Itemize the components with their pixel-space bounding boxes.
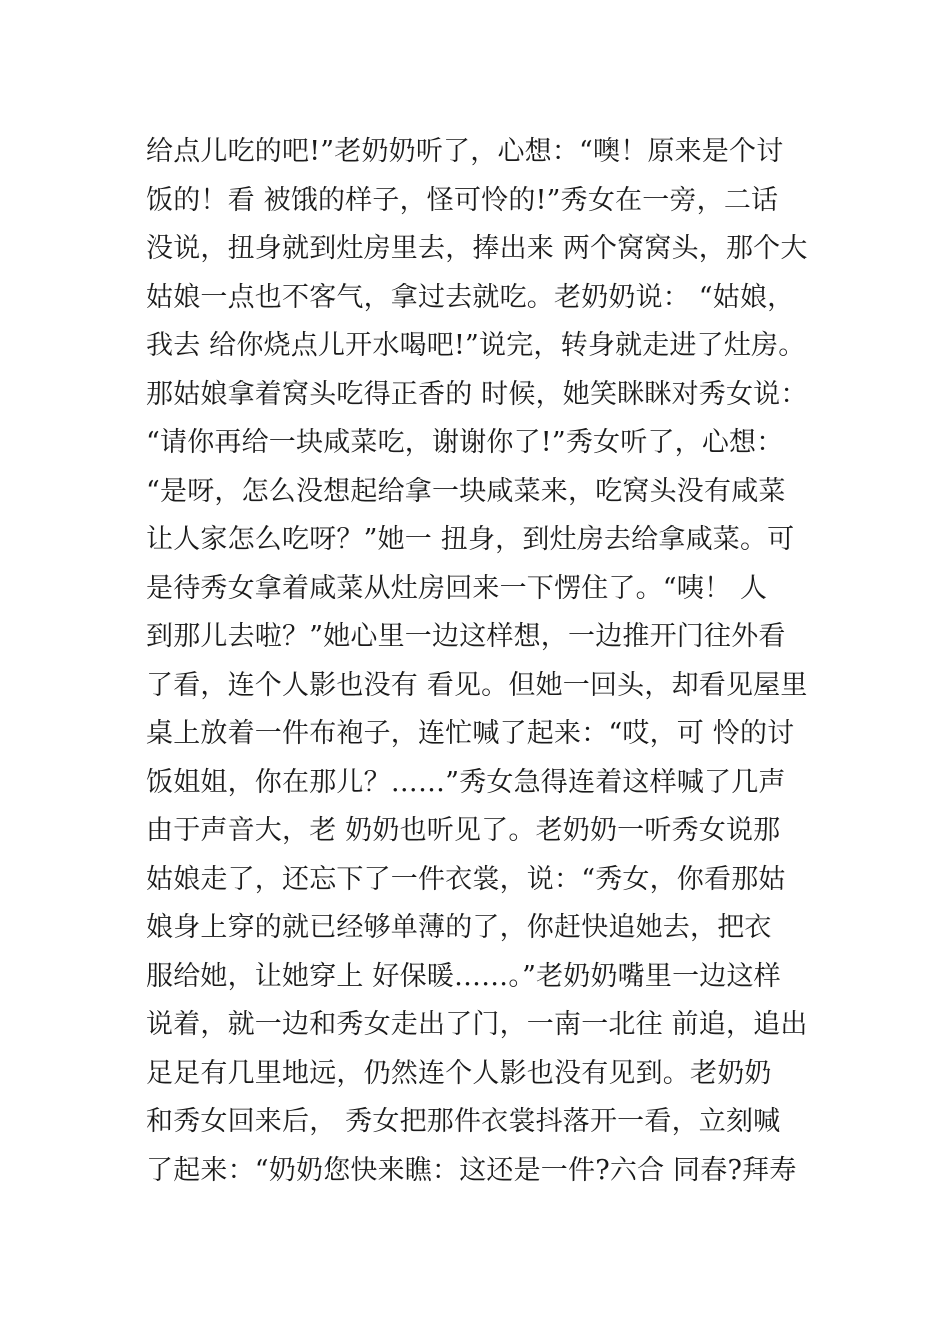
text-line: 到那儿去啦？”她心里一边这样想，一边推开门往外看 [146, 621, 786, 652]
text-line: 是待秀女拿着咸菜从灶房回来一下愣住了。“咦！ 人 [146, 572, 768, 604]
text-line: 饭姐姐，你在那儿？……”秀女急得连着这样喊了几声 [146, 766, 786, 798]
text-line: 饭的！看 被饿的样子，怪可怜的!”秀女在一旁，二话 [146, 184, 779, 216]
text-line: 姑娘走了，还忘下了一件衣裳，说：“秀女，你看那姑 [146, 863, 786, 895]
text-line: 足足有几里地远，仍然连个人影也没有见到。老奶奶 [146, 1057, 772, 1089]
text-line: 我去 给你烧点儿开水喝吧!”说完，转身就走进了灶房。 [146, 330, 806, 361]
text-line: 那姑娘拿着窝头吃得正香的 时候，她笑眯眯对秀女说： [146, 378, 808, 410]
text-line: 桌上放着一件布袍子，连忙喊了起来：“哎，可 怜的讨 [146, 718, 795, 749]
text-line: “是呀，怎么没想起给拿一块咸菜来，吃窝头没有咸菜 [146, 475, 786, 507]
text-line: “请你再给一块咸菜吃，谢谢你了!”秀女听了，心想： [146, 427, 784, 458]
text-line: 了起来：“奶奶您快来瞧：这还是一件?六合 同春?拜寿 [146, 1154, 797, 1186]
text-line: 姑娘一点也不客气，拿过去就吃。老奶奶说： “姑娘， [146, 281, 795, 313]
text-line: 和秀女回来后， 秀女把那件衣裳抖落开一看，立刻喊 [146, 1106, 781, 1137]
text-line: 说着，就一边和秀女走出了门，一南一北往 前追，追出 [146, 1009, 808, 1040]
body-text [146, 128, 826, 1195]
text-line: 没说，扭身就到灶房里去，捧出来 两个窝窝头，那个大 [146, 233, 808, 264]
text-line: 娘身上穿的就已经够单薄的了，你赶快追她去，把衣 [146, 912, 772, 943]
text-line: 给点儿吃的吧!”老奶奶听了，心想：“噢！原来是个讨 [146, 136, 784, 167]
text-line: 了看，连个人影也没有 看见。但她一回头，却看见屋里 [146, 669, 808, 701]
text-line: 服给她，让她穿上 好保暖……。”老奶奶嘴里一边这样 [146, 960, 781, 992]
text-line: 让人家怎么吃呀？”她一 扭身，到灶房去给拿咸菜。可 [146, 524, 795, 555]
text-line: 由于声音大，老 奶奶也听见了。老奶奶一听秀女说那 [146, 815, 781, 846]
